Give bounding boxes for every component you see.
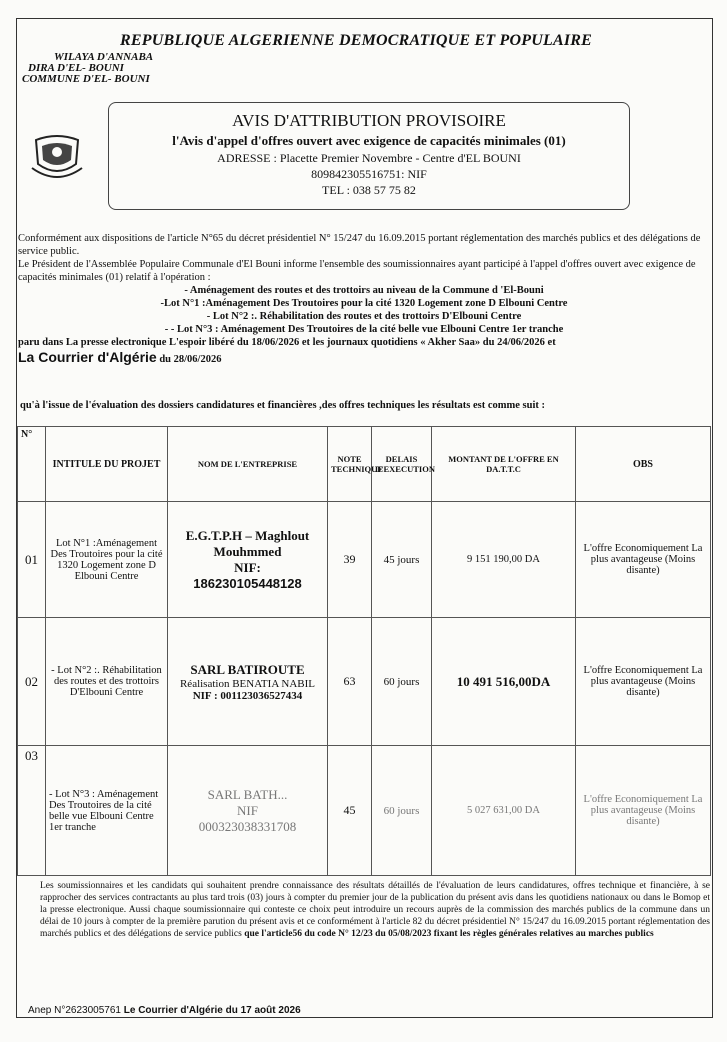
company-nif: 186230105448128	[193, 576, 302, 591]
row-note: 63	[328, 618, 372, 746]
notice-nif: 809842305516751: NIF	[311, 167, 427, 181]
footer-text-bold: que l'article56 du code N° 12/23 du 05/08/2023 fixant les règles générales relatives au marches publics	[244, 929, 654, 939]
table-header-row	[18, 427, 711, 502]
row-num: 02	[18, 618, 46, 746]
header-delay: DELAIS D'EXECUTION	[372, 427, 432, 502]
operation-lot2: - Lot N°2 :. Réhabilitation des routes et des trottoirs D'Elbouni Centre	[206, 311, 522, 322]
header-note: NOTE TECHNIQUE	[328, 427, 372, 502]
row-obs: L'offre Economiquement La plus avantageuse (Moins disante)	[576, 618, 711, 746]
row-amount: 5 027 631,00 DA	[432, 746, 576, 876]
row-note: 45	[328, 746, 372, 876]
row-num: 01	[18, 502, 46, 618]
row-amount: 10 491 516,00DA	[432, 618, 576, 746]
row-note: 39	[328, 502, 372, 618]
company-nif-label: NIF:	[234, 560, 261, 575]
notice-box	[108, 102, 630, 210]
operation-line: - Aménagement des routes et des trottoirs au niveau de la Commune d 'El-Bouni	[184, 285, 544, 296]
anep-newspaper: Le Courrier d'Algérie du 17 août 2026	[123, 1005, 301, 1016]
row-num: 03	[18, 746, 46, 876]
row-company	[168, 502, 328, 618]
notice-heading: AVIS D'ATTRIBUTION PROVISOIRE	[232, 111, 506, 130]
row-obs: L'offre Economiquement La plus avantageuse (Moins disante)	[576, 502, 711, 618]
notice-address: ADRESSE : Placette Premier Novembre - Centre d'EL BOUNI	[217, 151, 521, 165]
notice-tel: TEL : 038 57 75 82	[322, 183, 416, 197]
row-delay: 60 jours	[372, 746, 432, 876]
footer-paragraph	[40, 880, 710, 940]
row-project: Lot N°1 :Aménagement Des Troutoires pour la cité 1320 Logement zone D Elbouni Centre	[46, 502, 168, 618]
anep-reference	[28, 1005, 301, 1016]
wilaya-label: WILAYA D'ANNABA	[54, 51, 154, 63]
row-project: - Lot N°2 :. Réhabilitation des routes et des trottoirs D'Elbouni Centre	[46, 618, 168, 746]
row-company	[168, 618, 328, 746]
notice-body	[18, 232, 710, 366]
table-row	[18, 746, 711, 876]
commune-label: COMMUNE D'EL- BOUNI	[22, 73, 150, 85]
company-name: E.G.T.P.H – Maghlout Mouhmmed	[185, 528, 310, 559]
body-publication: paru dans La presse electronique L'espoir libéré du 18/06/2026 et les journaux quotidiens « Akher Saa» du 24/06/2026 et	[18, 337, 556, 348]
company-name: SARL BATIROUTE	[190, 661, 305, 677]
newspaper-name: La Courrier d'Algérie	[18, 349, 157, 365]
body-paragraph-legal: Conformément aux dispositions de l'article N°65 du décret présidentiel N° 15/247 du 16.09.2015 portant réglementation des marchés publics et des délégations de service public.	[18, 233, 701, 257]
results-table	[17, 426, 711, 876]
row-amount: 9 151 190,00 DA	[432, 502, 576, 618]
header-num: N°	[18, 427, 46, 502]
newspaper-date: du 28/06/2026	[159, 354, 222, 365]
row-company	[168, 746, 328, 876]
results-intro: qu'à l'issue de l'évaluation des dossiers candidatures et financières ,des offres techniques les résultats est comme suit :	[20, 400, 545, 411]
commune-emblem-icon	[28, 130, 86, 182]
row-obs: L'offre Economiquement La plus avantageuse (Moins disante)	[576, 746, 711, 876]
body-paragraph-president: Le Président de l'Assemblée Populaire Communale d'El Bouni informe l'ensemble des soumissionnaires ayant participé à l'appel d'offres ouvert avec exigence de capacités minimales (01) relatif à l'opération :	[18, 259, 696, 283]
daira-label: DIRA D'EL- BOUNI	[28, 62, 124, 74]
row-delay: 45 jours	[372, 502, 432, 618]
company-nif-label: NIF	[237, 802, 258, 818]
table-row	[18, 618, 711, 746]
page-title: REPUBLIQUE ALGERIENNE DEMOCRATIQUE ET POPULAIRE	[120, 32, 592, 49]
row-delay: 60 jours	[372, 618, 432, 746]
administration-block	[22, 52, 153, 85]
company-nif: NIF : 001123036527434	[192, 689, 303, 702]
company-name: SARL BATH...	[207, 786, 288, 802]
row-project: - Lot N°3 : Aménagement Des Troutoires de la cité belle vue Elbouni Centre 1er tranche	[46, 746, 168, 876]
company-nif: 000323038331708	[198, 818, 297, 834]
header-obs: OBS	[576, 427, 711, 502]
operation-lot1: -Lot N°1 :Aménagement Des Troutoires pour la cité 1320 Logement zone D Elbouni Centre	[160, 298, 568, 309]
header-amount: MONTANT DE L'OFFRE EN DA.T.T.C	[432, 427, 576, 502]
header-company: NOM DE L'ENTREPRISE	[168, 427, 328, 502]
header-project: INTITULE DU PROJET	[46, 427, 168, 502]
table-row	[18, 502, 711, 618]
company-rep: Réalisation BENATIA NABIL	[179, 677, 316, 690]
footer-text: Les soumissionnaires et les candidats qui souhaitent prendre connaissance des résultats détaillés de l'évaluation de leurs candidatures, offres technique et financière, à se rapprocher des services contractants au plus tard trois (03) jours à compter du premier jour de la publication du présent avis dans les quotidiens nationaux ou dans le Bomop et la presse electronique. Aussi chaque soumissionnaire qui conteste ce choix peut introduire un recours auprès de la commission des marchés publics de la commune dans un délai de 10 jours à compter de la première parution du présent avis et ce conformément à l'article 82 du décret présidentiel N° 15/247 du 16.09.2015 portant réglementation des marchés publics et des délégations de service publics	[40, 881, 710, 939]
anep-number: Anep N°2623005761	[28, 1005, 121, 1016]
notice-subheading: l'Avis d'appel d'offres ouvert avec exigence de capacités minimales (01)	[172, 133, 566, 148]
operation-lot3: - - Lot N°3 : Aménagement Des Troutoires de la cité belle vue Elbouni Centre 1er tranche	[164, 324, 564, 335]
